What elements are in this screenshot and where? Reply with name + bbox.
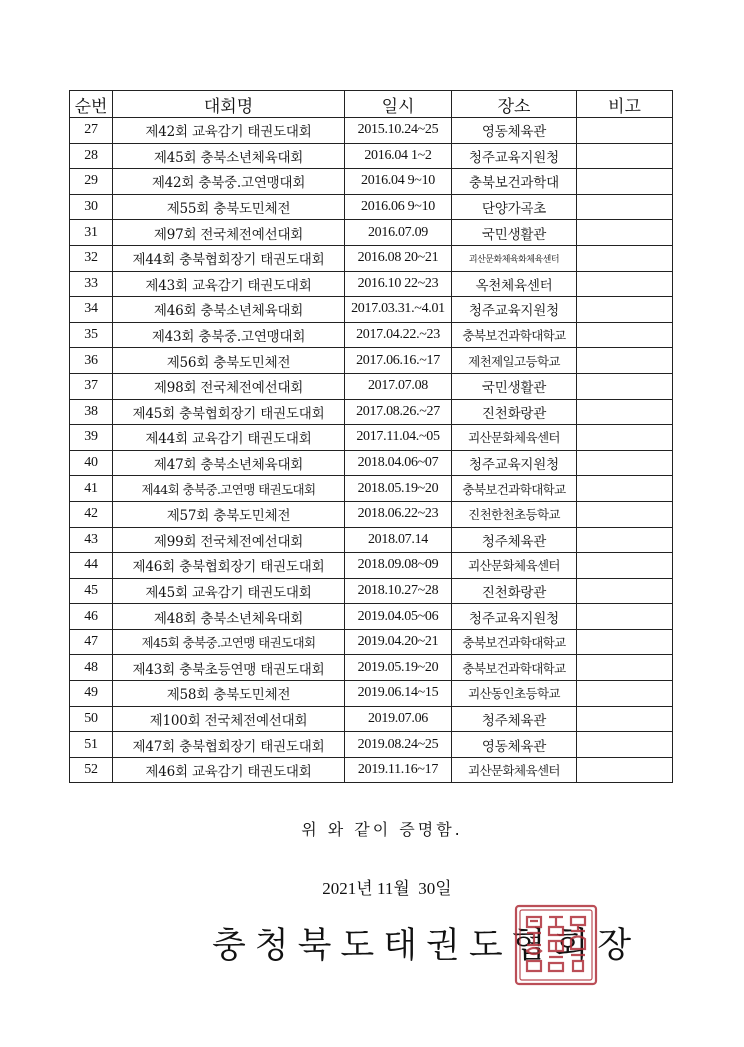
remarks	[577, 450, 673, 476]
table-row	[70, 143, 673, 169]
row-number: 49	[70, 681, 113, 707]
remarks	[577, 118, 673, 144]
competition-name: 제44회 충북협회장기 태권도대회	[113, 245, 345, 271]
venue: 청주체육관	[452, 706, 577, 732]
remarks	[577, 245, 673, 271]
header-remarks: 비고	[577, 91, 673, 118]
competition-date: 2018.04.06~07	[345, 450, 452, 476]
venue: 제천제일고등학교	[452, 348, 577, 374]
competition-date: 2015.10.24~25	[345, 118, 452, 144]
venue: 충북보건과학대	[452, 169, 577, 195]
row-number: 32	[70, 245, 113, 271]
venue: 괴산문화체육센터	[452, 553, 577, 579]
row-number: 38	[70, 399, 113, 425]
venue: 충북보건과학대학교	[452, 322, 577, 348]
row-number: 51	[70, 732, 113, 758]
competition-date: 2019.07.06	[345, 706, 452, 732]
table-row	[70, 501, 673, 527]
venue: 단양가곡초	[452, 194, 577, 220]
row-number: 40	[70, 450, 113, 476]
table-row	[70, 527, 673, 553]
venue: 충북보건과학대학교	[452, 655, 577, 681]
competition-name: 제100회 전국체전예선대회	[113, 706, 345, 732]
competition-date: 2019.08.24~25	[345, 732, 452, 758]
competition-date: 2016.10 22~23	[345, 271, 452, 297]
competition-name: 제47회 충북협회장기 태권도대회	[113, 732, 345, 758]
competition-name: 제98회 전국체전예선대회	[113, 373, 345, 399]
table-header-row	[70, 91, 673, 118]
remarks	[577, 578, 673, 604]
competition-date: 2018.10.27~28	[345, 578, 452, 604]
competition-name: 제97회 전국체전예선대회	[113, 220, 345, 246]
row-number: 42	[70, 501, 113, 527]
row-number: 36	[70, 348, 113, 374]
remarks	[577, 527, 673, 553]
venue: 청주체육관	[452, 527, 577, 553]
venue: 영동체육관	[452, 732, 577, 758]
competition-name: 제45회 충북중.고연맹 태권도대회	[113, 629, 345, 655]
competition-date: 2017.11.04.~05	[345, 425, 452, 451]
competition-name: 제42회 교육감기 태권도대회	[113, 118, 345, 144]
competition-name: 제44회 충북중.고연맹 태권도대회	[113, 476, 345, 502]
competition-name: 제56회 충북도민체전	[113, 348, 345, 374]
competition-name: 제46회 충북협회장기 태권도대회	[113, 553, 345, 579]
venue: 괴산문화체육센터	[452, 757, 577, 783]
row-number: 34	[70, 297, 113, 323]
row-number: 52	[70, 757, 113, 783]
remarks	[577, 220, 673, 246]
venue: 괴산문화체육센터	[452, 425, 577, 451]
header-number: 순번	[70, 91, 113, 118]
row-number: 28	[70, 143, 113, 169]
venue: 청주교육지원청	[452, 297, 577, 323]
row-number: 35	[70, 322, 113, 348]
remarks	[577, 425, 673, 451]
competition-name: 제44회 교육감기 태권도대회	[113, 425, 345, 451]
certification-statement: 위 와 같이 증명함.	[301, 820, 463, 839]
header-venue: 장소	[452, 91, 577, 118]
competition-record-table	[69, 90, 673, 783]
row-number: 39	[70, 425, 113, 451]
competition-date: 2019.06.14~15	[345, 681, 452, 707]
remarks	[577, 297, 673, 323]
row-number: 30	[70, 194, 113, 220]
table-row	[70, 297, 673, 323]
row-number: 31	[70, 220, 113, 246]
remarks	[577, 143, 673, 169]
row-number: 33	[70, 271, 113, 297]
competition-name: 제42회 충북중.고연맹대회	[113, 169, 345, 195]
venue: 충북보건과학대학교	[452, 476, 577, 502]
competition-name: 제45회 교육감기 태권도대회	[113, 578, 345, 604]
table-row	[70, 169, 673, 195]
competition-date: 2017.07.08	[345, 373, 452, 399]
table-row	[70, 399, 673, 425]
venue: 진천화랑관	[452, 399, 577, 425]
header-competition-name: 대회명	[113, 91, 345, 118]
venue: 영동체육관	[452, 118, 577, 144]
remarks	[577, 322, 673, 348]
row-number: 48	[70, 655, 113, 681]
competition-name: 제46회 교육감기 태권도대회	[113, 757, 345, 783]
row-number: 44	[70, 553, 113, 579]
table-row	[70, 629, 673, 655]
competition-name: 제43회 충북초등연맹 태권도대회	[113, 655, 345, 681]
table-row	[70, 604, 673, 630]
competition-date: 2018.06.22~23	[345, 501, 452, 527]
remarks	[577, 757, 673, 783]
table-row	[70, 245, 673, 271]
remarks	[577, 604, 673, 630]
row-number: 43	[70, 527, 113, 553]
table-row	[70, 450, 673, 476]
competition-name: 제43회 교육감기 태권도대회	[113, 271, 345, 297]
header-date: 일시	[345, 91, 452, 118]
row-number: 37	[70, 373, 113, 399]
competition-name: 제45회 충북협회장기 태권도대회	[113, 399, 345, 425]
remarks	[577, 169, 673, 195]
venue: 괴산문화체육화체육센터	[452, 245, 577, 271]
official-seal-icon	[513, 903, 599, 987]
competition-date: 2016.04 1~2	[345, 143, 452, 169]
remarks	[577, 348, 673, 374]
venue: 괴산동인초등학교	[452, 681, 577, 707]
table-row	[70, 655, 673, 681]
issuer-name: 충청북도태권도협회장	[212, 926, 641, 966]
row-number: 29	[70, 169, 113, 195]
competition-name: 제47회 충북소년체육대회	[113, 450, 345, 476]
competition-date: 2017.04.22.~23	[345, 322, 452, 348]
row-number: 46	[70, 604, 113, 630]
competition-name: 제46회 충북소년체육대회	[113, 297, 345, 323]
row-number: 27	[70, 118, 113, 144]
competition-name: 제57회 충북도민체전	[113, 501, 345, 527]
venue: 진천한천초등학교	[452, 501, 577, 527]
competition-date: 2016.04 9~10	[345, 169, 452, 195]
table-row	[70, 194, 673, 220]
row-number: 50	[70, 706, 113, 732]
row-number: 41	[70, 476, 113, 502]
table-row	[70, 373, 673, 399]
table-row	[70, 271, 673, 297]
competition-date: 2016.07.09	[345, 220, 452, 246]
remarks	[577, 655, 673, 681]
venue: 청주교육지원청	[452, 450, 577, 476]
table-row	[70, 425, 673, 451]
remarks	[577, 271, 673, 297]
table-row	[70, 118, 673, 144]
remarks	[577, 399, 673, 425]
remarks	[577, 681, 673, 707]
table-row	[70, 732, 673, 758]
venue: 국민생활관	[452, 220, 577, 246]
venue: 옥천체육센터	[452, 271, 577, 297]
competition-name: 제48회 충북소년체육대회	[113, 604, 345, 630]
table-row	[70, 706, 673, 732]
competition-date: 2016.06 9~10	[345, 194, 452, 220]
venue: 진천화랑관	[452, 578, 577, 604]
competition-date: 2018.07.14	[345, 527, 452, 553]
remarks	[577, 476, 673, 502]
row-number: 45	[70, 578, 113, 604]
competition-date: 2019.11.16~17	[345, 757, 452, 783]
remarks	[577, 373, 673, 399]
venue: 청주교육지원청	[452, 143, 577, 169]
table-row	[70, 220, 673, 246]
competition-name: 제43회 충북중.고연맹대회	[113, 322, 345, 348]
competition-date: 2019.04.20~21	[345, 629, 452, 655]
remarks	[577, 194, 673, 220]
competition-name: 제99회 전국체전예선대회	[113, 527, 345, 553]
remarks	[577, 629, 673, 655]
competition-date: 2017.03.31.~4.01	[345, 297, 452, 323]
competition-date: 2018.09.08~09	[345, 553, 452, 579]
issue-date: 2021년 11월 30일	[322, 879, 452, 898]
table-row	[70, 553, 673, 579]
table-row	[70, 578, 673, 604]
remarks	[577, 732, 673, 758]
table-row	[70, 681, 673, 707]
table-row	[70, 348, 673, 374]
remarks	[577, 706, 673, 732]
table-row	[70, 322, 673, 348]
remarks	[577, 501, 673, 527]
venue: 국민생활관	[452, 373, 577, 399]
competition-date: 2017.08.26.~27	[345, 399, 452, 425]
table-row	[70, 757, 673, 783]
venue: 충북보건과학대학교	[452, 629, 577, 655]
competition-date: 2017.06.16.~17	[345, 348, 452, 374]
competition-name: 제58회 충북도민체전	[113, 681, 345, 707]
remarks	[577, 553, 673, 579]
competition-name: 제45회 충북소년체육대회	[113, 143, 345, 169]
competition-date: 2016.08 20~21	[345, 245, 452, 271]
competition-name: 제55회 충북도민체전	[113, 194, 345, 220]
competition-date: 2019.05.19~20	[345, 655, 452, 681]
competition-date: 2018.05.19~20	[345, 476, 452, 502]
table-row	[70, 476, 673, 502]
row-number: 47	[70, 629, 113, 655]
competition-date: 2019.04.05~06	[345, 604, 452, 630]
venue: 청주교육지원청	[452, 604, 577, 630]
